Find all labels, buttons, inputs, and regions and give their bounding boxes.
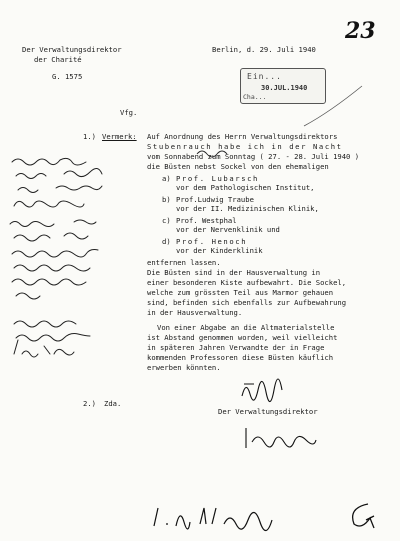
list-desc-d: vor der Kinderklinik <box>176 246 263 255</box>
list-marker-a: a) <box>162 174 171 183</box>
para-1-line-6: in der Hausverwaltung. <box>147 308 243 317</box>
para-1-line-4: welche zum grössten Teil aus Marmor gehauen <box>147 288 334 297</box>
place-date: Berlin, d. 29. Juli 1940 <box>212 45 316 54</box>
pencil-mark <box>300 82 370 132</box>
para-1-line-1: entfernen lassen. <box>147 258 221 267</box>
list-desc-b: vor der II. Medizinischen Klinik, <box>176 204 319 213</box>
para-1-line-5: sind, befinden sich ebenfalls zur Aufbewahrung <box>147 298 347 307</box>
list-desc-c: vor der Nervenklinik und <box>176 225 280 234</box>
para-2-line-5: erwerben könnten. <box>147 363 221 372</box>
stamp-date: 30.JUL.1940 <box>261 84 308 92</box>
signature-below-closing <box>242 424 322 452</box>
para-2-line-3: in späteren Jahren Verwandte der in Frage <box>147 343 325 352</box>
list-desc-a: vor dem Pathologischen Institut, <box>176 183 315 192</box>
reference-number: G. 1575 <box>52 72 83 81</box>
handwritten-bottom-note <box>150 500 300 534</box>
list-marker-b: b) <box>162 195 171 204</box>
list-marker-d: d) <box>162 237 171 246</box>
list-name-a: Prof. Lubarsch <box>176 174 259 183</box>
item-1-line-2: Stubenrauch habe ich in der Nacht <box>147 142 343 151</box>
item-1-number: 1.) <box>83 132 96 141</box>
para-1-line-2: Die Büsten sind in der Hausverwaltung in <box>147 268 321 277</box>
para-2-line-4: kommenden Professoren diese Büsten käuflich <box>147 353 334 362</box>
item-1-label: Vermerk: <box>102 132 137 141</box>
list-name-c: Prof. Westphal <box>176 216 237 225</box>
vfg-label: Vfg. <box>120 108 138 117</box>
item-2-number: 2.) <box>83 399 96 408</box>
signature-director <box>238 376 288 404</box>
closing-title: Der Verwaltungsdirektor <box>218 407 318 416</box>
handwritten-initial <box>342 498 382 534</box>
handwritten-margin-notes <box>4 150 144 360</box>
handwritten-insert <box>195 146 235 158</box>
para-2-line-2: ist Abstand genommen worden, weil vielleicht <box>147 333 338 342</box>
sender-line-2: der Charité <box>34 55 82 64</box>
list-name-b: Prof.Ludwig Traube <box>176 195 254 204</box>
item-1-line-1: Auf Anordnung des Herrn Verwaltungsdirektors <box>147 132 338 141</box>
para-1-line-3: einer besonderen Kiste aufbewahrt. Die Sockel, <box>147 278 347 287</box>
stamp-line-3: Cha... <box>243 93 267 101</box>
page-number: 23 <box>345 18 376 44</box>
item-2-label: Zda. <box>104 399 122 408</box>
para-2-line-1: Von einer Abgabe an die Altmaterialstelle <box>157 323 335 332</box>
item-1-line-3: vom Sonnabend zum Sonntag ( 27. - 28. Juli 1940 ) <box>147 152 360 161</box>
list-name-d: Prof. Henoch <box>176 237 248 246</box>
sender-line-1: Der Verwaltungsdirektor <box>22 45 122 54</box>
item-1-line-4: die Büsten nebst Sockel von den ehemaligen <box>147 162 329 171</box>
stamp-line-1: Ein... <box>247 72 282 81</box>
list-marker-c: c) <box>162 216 171 225</box>
